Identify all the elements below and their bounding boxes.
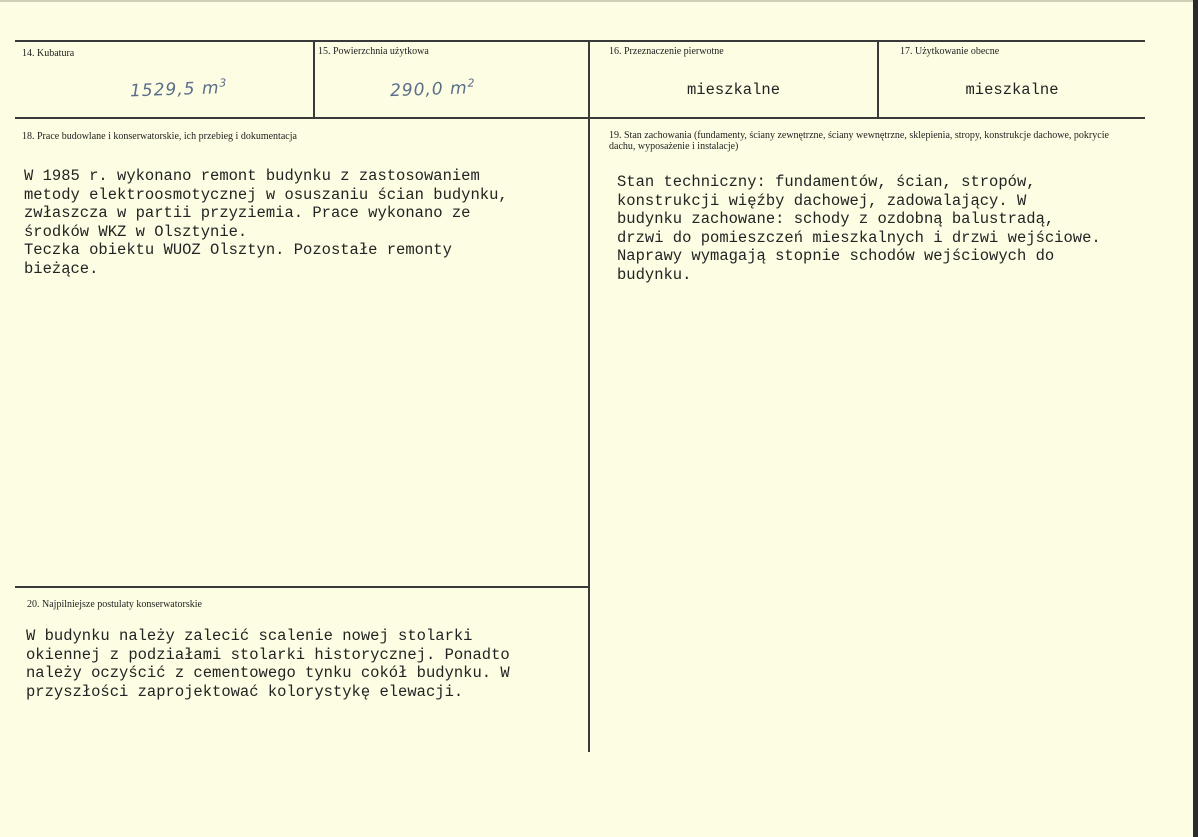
- form-top-border: [15, 40, 1145, 42]
- kubatura-label: 14. Kubatura: [22, 48, 75, 59]
- postulaty-line: przyszłości zaprojektować kolorystykę elewacji.: [26, 682, 464, 701]
- section20-top-border: [15, 586, 590, 588]
- prace-line: bieżące.: [24, 259, 99, 278]
- prace-line: metody elektroosmotycznej w osuszaniu ścian budynku,: [24, 185, 508, 204]
- kubatura-value: [130, 76, 228, 101]
- stan-text: [617, 173, 1187, 284]
- prace-line: zwłaszcza w partii przyziemia. Prace wykonano ze: [24, 204, 471, 222]
- postulaty-label: 20. Najpilniejsze postulaty konserwatorskie: [27, 599, 202, 610]
- postulaty-line: należy oczyścić z cementowego tynku cokół budynku. W: [26, 664, 510, 682]
- powierzchnia-value: [390, 77, 476, 102]
- postulaty-line: okiennej z podziałami stolarki historycznej. Ponadto: [26, 645, 510, 664]
- uzytkowanie-value: mieszkalne: [965, 81, 1059, 99]
- powierzchnia-label: 15. Powierzchnia użytkowa: [318, 46, 429, 57]
- prace-line: środków WKZ w Olsztynie.: [24, 222, 248, 241]
- kubatura-value-exp: 3: [219, 76, 228, 90]
- powierzchnia-value-main: 290,0 m: [389, 78, 468, 102]
- prace-line: Teczka obiektu WUOZ Olsztyn. Pozostałe remonty: [24, 241, 452, 259]
- powierzchnia-value-exp: 2: [467, 76, 476, 90]
- kubatura-value-main: 1529,5 m: [129, 78, 220, 102]
- stan-label: 19. Stan zachowania (fundamenty, ściany zewnętrzne, ściany wewnętrzne, sklepienia, stropy, konstrukcje dachowe, pokrycie dachu, wyposażenie i instalacje): [609, 130, 1109, 152]
- postulaty-text: [26, 627, 586, 701]
- page-right-edge: [1193, 0, 1198, 837]
- divider-14-15: [313, 40, 315, 119]
- page-top-edge: [0, 0, 1198, 2]
- row1-bottom-border: [15, 117, 1145, 119]
- przeznaczenie-label: 16. Przeznaczenie pierwotne: [609, 46, 724, 57]
- prace-line: W 1985 r. wykonano remont budynku z zastosowaniem: [24, 167, 480, 185]
- stan-line: Naprawy wymagają stopnie schodów wejściowych do: [617, 247, 1055, 265]
- divider-main: [588, 40, 590, 752]
- stan-line: konstrukcji więźby dachowej, zadowalający. W: [617, 191, 1027, 210]
- stan-line: budynku zachowane: schody z ozdobną balustradą,: [617, 210, 1055, 228]
- prace-text: [24, 167, 584, 278]
- przeznaczenie-value: mieszkalne: [686, 81, 780, 99]
- divider-16-17: [877, 40, 879, 119]
- stan-line: budynku.: [617, 265, 692, 284]
- uzytkowanie-label: 17. Użytkowanie obecne: [900, 46, 1000, 57]
- stan-line: Stan techniczny: fundamentów, ścian, stropów,: [617, 173, 1036, 191]
- postulaty-line: W budynku należy zalecić scalenie nowej stolarki: [26, 627, 473, 645]
- prace-label: 18. Prace budowlane i konserwatorskie, ich przebieg i dokumentacja: [22, 131, 297, 142]
- stan-line: drzwi do pomieszczeń mieszkalnych i drzwi wejściowe.: [617, 228, 1101, 247]
